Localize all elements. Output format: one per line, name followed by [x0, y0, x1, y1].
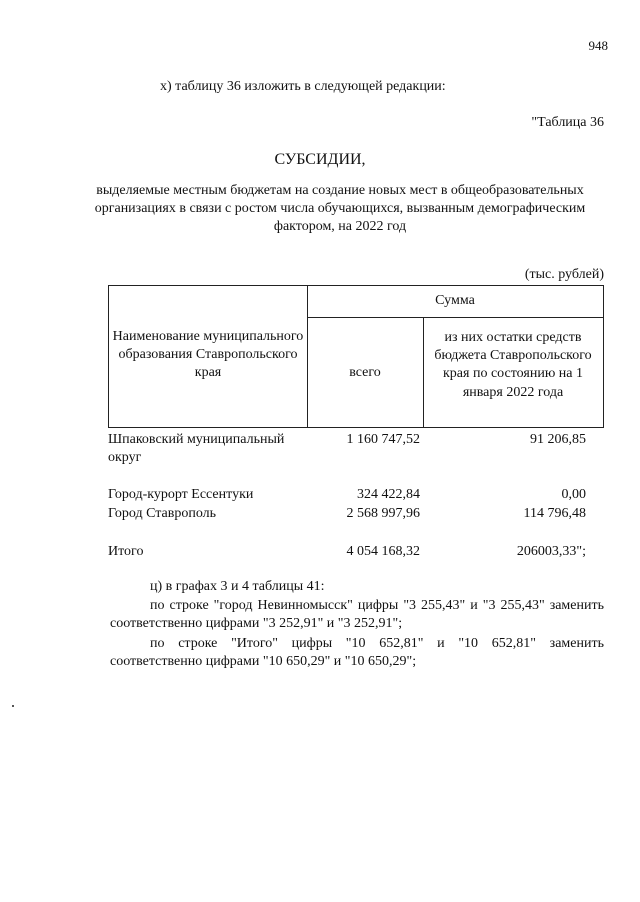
row-total: 324 422,84 [357, 487, 420, 502]
paragraph: по строке "город Невинномысск" цифры "3 255,43" и "3 255,43" заменить соответственно цифрами "3 252,91" и "3 252,91"; [110, 598, 604, 632]
row-total: 1 160 747,52 [346, 432, 420, 447]
row-name: Шпаковский муниципальный округ [108, 432, 285, 466]
table-reference: "Таблица 36 [531, 115, 604, 130]
row-rest: 206003,33"; [516, 544, 586, 559]
row-total: 2 568 997,96 [346, 506, 420, 521]
units-label: (тыс. рублей) [524, 267, 604, 282]
row-total: 4 054 168,32 [346, 544, 420, 559]
document-title: СУБСИДИИ, [274, 151, 366, 168]
row-rest: 0,00 [561, 487, 586, 502]
table-header [108, 285, 604, 428]
row-rest: 91 206,85 [530, 432, 586, 447]
row-name: Город Ставрополь [108, 506, 217, 521]
table-divider [307, 317, 603, 318]
header-rest: из них остатки средств бюджета Ставропольского края по состоянию на 1 января 2022 года [434, 330, 592, 400]
row-name: Итого [108, 544, 144, 559]
header-name: Наименование муниципального образования Ставропольского края [112, 329, 304, 381]
paragraph: по строке "Итого" цифры "10 652,81" и "10 652,81" заменить соответственно цифрами "10 650,29" и "10 650,29"; [110, 636, 604, 670]
scan-speck [12, 705, 14, 707]
row-rest: 114 796,48 [523, 506, 586, 521]
header-sum: Сумма [435, 293, 475, 308]
page-number: 948 [588, 38, 608, 53]
intro-text: х) таблицу 36 изложить в следующей редакции: [160, 79, 446, 94]
header-total: всего [349, 365, 381, 380]
document-subtitle: выделяемые местным бюджетам на создание новых мест в общеобразовательных организациях в связи с ростом числа обучающихся, вызванным демографическим фактором, на 2022 год [94, 183, 586, 235]
paragraph: ц) в графах 3 и 4 таблицы 41: [150, 579, 325, 594]
row-name: Город-курорт Ессентуки [108, 487, 254, 502]
